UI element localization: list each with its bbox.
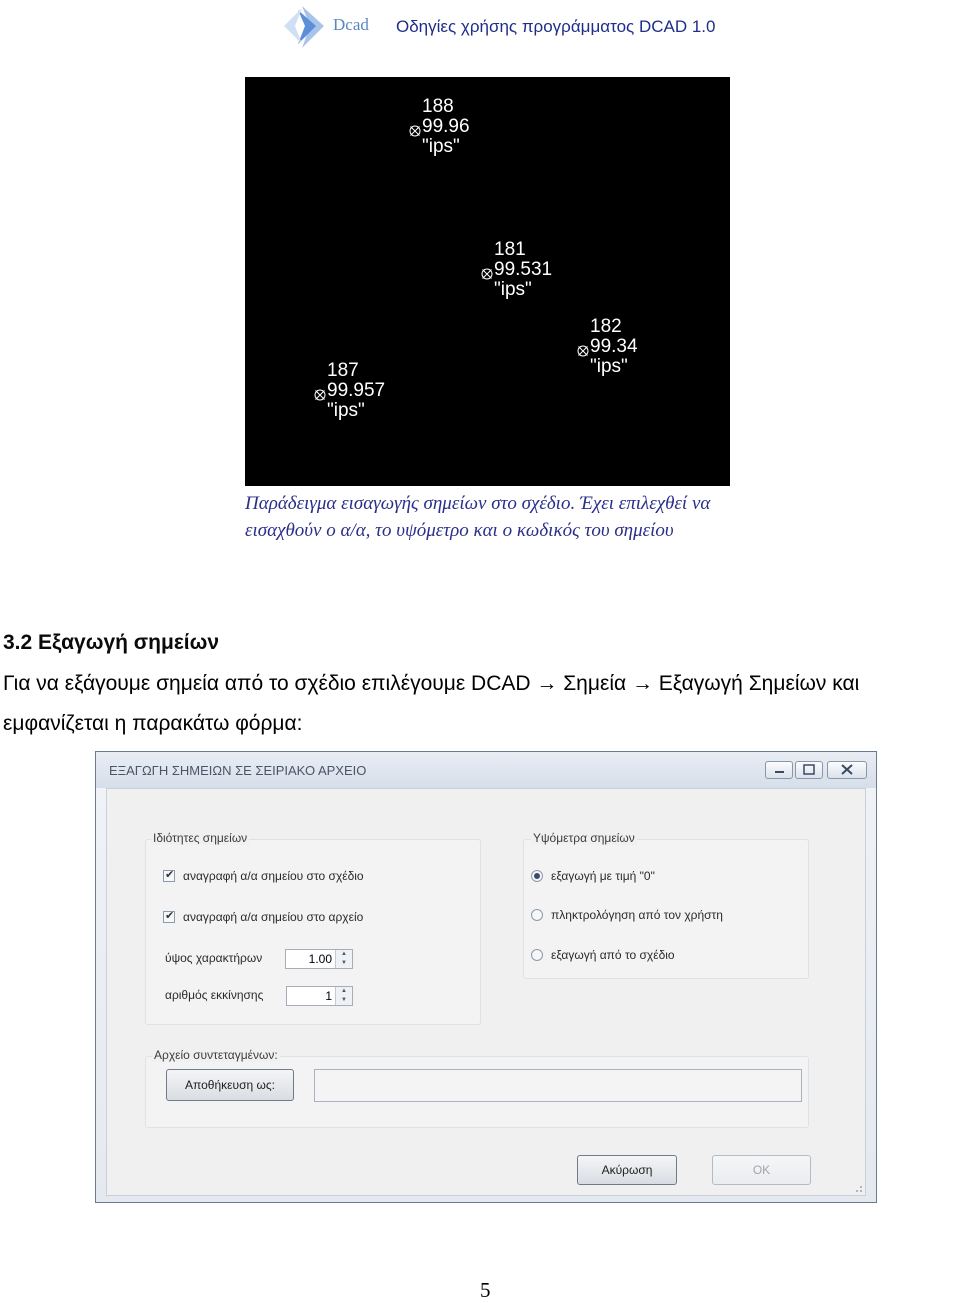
dialog-title: ΕΞΑΓΩΓΗ ΣΗΜΕΙΩΝ ΣΕ ΣΕΙΡΙΑΚΟ ΑΡΧΕΙΟ xyxy=(109,763,367,778)
point-id: 188 xyxy=(422,96,454,117)
cancel-button[interactable]: Ακύρωση xyxy=(577,1155,677,1185)
section-heading: 3.2 Εξαγωγή σημείων xyxy=(3,631,220,654)
maximize-icon xyxy=(796,762,822,778)
close-button[interactable] xyxy=(827,761,867,779)
paragraph-line-2: εμφανίζεται η παρακάτω φόρμα: xyxy=(3,712,303,735)
export-points-dialog xyxy=(95,751,877,1203)
radio-drawing-elevation-circle[interactable] xyxy=(531,949,543,961)
paragraph-line-1: Για να εξάγουμε σημεία από το σχέδιο επιλέγουμε DCAD → Σημεία → Εξαγωγή Σημείων και xyxy=(3,672,860,695)
minimize-button[interactable] xyxy=(765,761,793,779)
checkbox-id-in-file[interactable] xyxy=(163,910,363,924)
dialog-client-area xyxy=(106,788,866,1196)
point-elevation: 99.96 xyxy=(422,116,470,137)
checkbox-id-in-drawing[interactable] xyxy=(163,869,364,883)
header-title: Οδηγίες χρήσης προγράμματος DCAD 1.0 xyxy=(396,17,716,36)
page-number: 5 xyxy=(480,1278,491,1302)
start-number-label: αριθμός εκκίνησης xyxy=(165,988,264,1002)
point-code: "ips" xyxy=(590,356,628,377)
radio-user-elevation-circle[interactable] xyxy=(531,909,543,921)
point-marker-icon xyxy=(481,268,493,280)
char-height-arrows[interactable] xyxy=(335,950,352,968)
resize-grip-icon[interactable] xyxy=(853,1183,863,1193)
radio-drawing-elevation[interactable] xyxy=(531,948,675,962)
start-number-arrows[interactable] xyxy=(335,987,352,1005)
spin-up-icon[interactable]: ▲ xyxy=(341,951,347,957)
spin-down-icon[interactable]: ▼ xyxy=(341,997,347,1003)
point-code: "ips" xyxy=(494,279,532,300)
spin-up-icon[interactable]: ▲ xyxy=(341,988,347,994)
close-icon xyxy=(828,762,866,778)
radio-user-elevation-label: πληκτρολόγηση από τον χρήστη xyxy=(551,908,723,922)
point-id: 182 xyxy=(590,316,622,337)
figure-caption: Παράδειγμα εισαγωγής σημείων στο σχέδιο. Έχει επιλεχθεί να εισαχθούν ο α/α, το υψόμετρο και ο κωδικός του σημείου xyxy=(245,493,711,541)
dialog-titlebar xyxy=(96,752,876,788)
checkbox-id-in-file-label: αναγραφή α/α σημείου στο αρχείο xyxy=(183,910,364,924)
point-188 xyxy=(422,97,470,157)
radio-zero-elevation-circle[interactable] xyxy=(531,870,543,882)
point-id: 187 xyxy=(327,360,359,381)
point-elevation: 99.531 xyxy=(494,259,553,280)
start-number-value: 1 xyxy=(325,989,332,1003)
point-marker-icon xyxy=(409,125,421,137)
checkbox-id-in-drawing-box[interactable]: ✔ xyxy=(165,869,175,881)
point-elevation: 99.34 xyxy=(590,336,638,357)
minimize-icon xyxy=(766,762,792,778)
point-properties-title: Ιδιότητες σημείων xyxy=(153,831,248,845)
point-elevation: 99.957 xyxy=(327,380,386,401)
radio-zero-elevation-label: εξαγωγή με τιμή "0" xyxy=(551,869,655,883)
logo-text: Dcad xyxy=(333,15,369,34)
radio-zero-elevation[interactable] xyxy=(531,869,655,883)
point-182 xyxy=(590,317,638,377)
radio-user-elevation[interactable] xyxy=(531,908,723,922)
ok-button[interactable]: ΟΚ xyxy=(712,1155,811,1185)
char-height-value: 1.00 xyxy=(308,952,332,966)
checkbox-id-in-drawing-label: αναγραφή α/α σημείου στο σχέδιο xyxy=(183,869,364,883)
dcad-logo-icon xyxy=(280,4,330,50)
save-as-button[interactable]: Αποθήκευση ως: xyxy=(166,1069,294,1101)
spin-down-icon[interactable]: ▼ xyxy=(341,960,347,966)
coordinates-file-title: Αρχείο συντεταγμένων: xyxy=(154,1048,278,1062)
drawing-canvas xyxy=(245,77,730,486)
char-height-spinner[interactable] xyxy=(285,949,353,969)
file-path-field[interactable] xyxy=(314,1069,802,1102)
point-181 xyxy=(494,240,552,300)
checkbox-id-in-file-box[interactable]: ✔ xyxy=(165,910,175,922)
point-marker-icon xyxy=(314,389,326,401)
start-number-spinner[interactable] xyxy=(286,986,353,1006)
point-code: "ips" xyxy=(422,136,460,157)
point-id: 181 xyxy=(494,239,526,260)
point-marker-icon xyxy=(577,345,589,357)
maximize-button[interactable] xyxy=(795,761,823,779)
char-height-label: ύψος χαρακτήρων xyxy=(165,951,263,965)
radio-drawing-elevation-label: εξαγωγή από το σχέδιο xyxy=(551,948,675,962)
elevations-title: Υψόμετρα σημείων xyxy=(533,831,635,845)
point-code: "ips" xyxy=(327,400,365,421)
point-187 xyxy=(327,361,385,421)
